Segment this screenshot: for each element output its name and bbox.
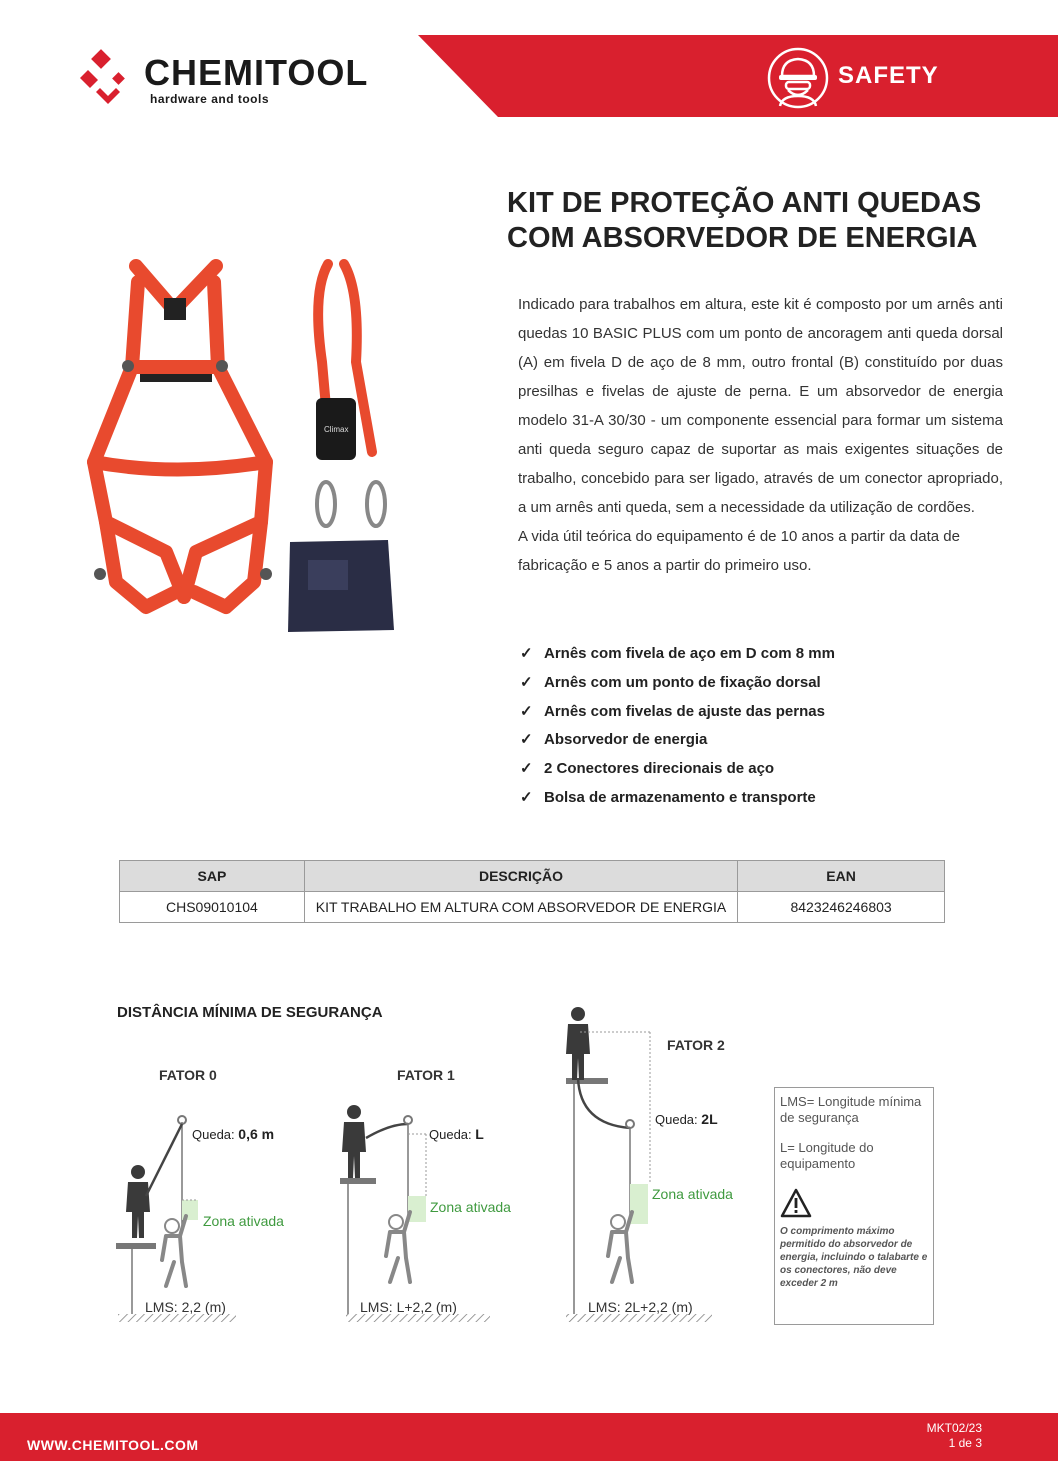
table-header-sap: SAP xyxy=(120,861,305,892)
feature-item: ✓ Bolsa de armazenamento e transporte xyxy=(520,784,835,813)
footer-website-link[interactable]: WWW.CHEMITOOL.COM xyxy=(27,1437,199,1453)
footer xyxy=(0,1413,1058,1461)
section-title-distance: DISTÂNCIA MÍNIMA DE SEGURANÇA xyxy=(117,1004,383,1021)
product-title xyxy=(507,186,1027,256)
product-title-line1: KIT DE PROTEÇÃO ANTI QUEDAS xyxy=(507,187,982,219)
legend-note: O comprimento máximo permitido do absorvedor de energia, incluindo o talabarte e os conectores, não deve exceder 2 m xyxy=(780,1226,928,1289)
legend-l: L= Longitude do equipamento xyxy=(780,1140,874,1171)
factor-0-zone: Zona ativada xyxy=(203,1213,284,1229)
brand-tagline: hardware and tools xyxy=(150,92,270,106)
feature-item: ✓ Absorvedor de energia xyxy=(520,726,835,755)
check-icon: ✓ xyxy=(520,731,533,749)
factor-2-label: FATOR 2 xyxy=(667,1037,725,1053)
brand-name: CHEMITOOL xyxy=(144,52,369,93)
factor-1-lms: LMS: L+2,2 (m) xyxy=(360,1299,457,1315)
factor-0-lms: LMS: 2,2 (m) xyxy=(145,1299,226,1315)
factor-2-lms: LMS: 2L+2,2 (m) xyxy=(588,1299,693,1315)
table-header-ean: EAN xyxy=(738,861,945,892)
table-cell-descricao: KIT TRABALHO EM ALTURA COM ABSORVEDOR DE ENERGIA xyxy=(304,892,737,923)
factor-1-zone: Zona ativada xyxy=(430,1199,511,1215)
legend-box xyxy=(774,1087,934,1325)
factor-0-label: FATOR 0 xyxy=(159,1067,217,1083)
product-image xyxy=(76,252,406,642)
chemitool-logo-icon xyxy=(76,48,136,108)
feature-item: ✓ 2 Conectores direcionais de aço xyxy=(520,755,835,784)
table-row xyxy=(120,892,945,923)
factor-1-label: FATOR 1 xyxy=(397,1067,455,1083)
table-cell-sap: CHS09010104 xyxy=(120,892,305,923)
product-table xyxy=(119,860,945,923)
check-icon: ✓ xyxy=(520,788,533,806)
svg-text:Climax: Climax xyxy=(324,425,349,434)
factor-2-queda: Queda: 2L xyxy=(655,1111,718,1127)
check-icon: ✓ xyxy=(520,702,533,720)
footer-doc-info xyxy=(927,1421,982,1451)
brand-logo xyxy=(76,48,396,118)
table-header-row xyxy=(120,861,945,892)
table-cell-ean: 8423246246803 xyxy=(738,892,945,923)
feature-item: ✓ Arnês com fivela de aço em D com 8 mm xyxy=(520,640,835,669)
worker-helmet-icon xyxy=(766,46,830,110)
product-title-line2: COM ABSORVEDOR DE ENERGIA xyxy=(507,222,978,254)
category-label: SAFETY xyxy=(838,62,939,89)
table-header-descricao: DESCRIÇÃO xyxy=(304,861,737,892)
footer-page-number: 1 de 3 xyxy=(948,1436,982,1450)
header-band xyxy=(418,35,1058,117)
factor-2-zone: Zona ativada xyxy=(652,1186,733,1202)
factor-0-queda: Queda: 0,6 m xyxy=(192,1126,275,1142)
product-description xyxy=(518,290,1003,580)
description-paragraph-lifetime: A vida útil teórica do equipamento é de 10 anos a partir da data de fabricação e 5 anos a partir do primeiro uso. xyxy=(518,528,960,574)
check-icon: ✓ xyxy=(520,760,533,778)
factor-1-queda: Queda: L xyxy=(429,1126,484,1142)
warning-icon xyxy=(780,1188,812,1218)
footer-doc-code: MKT02/23 xyxy=(926,1421,982,1435)
legend-lms: LMS= Longitude mínima de segurança xyxy=(780,1094,922,1125)
feature-item: ✓ Arnês com um ponto de fixação dorsal xyxy=(520,669,835,698)
description-paragraph: Indicado para trabalhos em altura, este kit é composto por um arnês anti quedas 10 BASIC PLUS com um ponto de ancoragem anti queda dorsal (A) em fivela D de aço de 8 mm, outro frontal (B) constituído por duas presilhas e fivelas de ajuste de perna. E um absorvedor de energia modelo 31-A 30/30 - um componente essencial para formar um sistema anti queda seguro capaz de suportar as mais exigentes situações de trabalho, concebido para ser ligado, através de um conector apropriado, a um arnês anti queda, sem a necessidade da utilização de cordões. xyxy=(518,296,1003,516)
check-icon: ✓ xyxy=(520,645,533,662)
check-icon: ✓ xyxy=(520,673,533,691)
feature-list xyxy=(520,640,835,813)
fall-distance-diagram xyxy=(110,1000,750,1340)
factor-2-diagram xyxy=(566,1007,712,1322)
feature-item: ✓ Arnês com fivelas de ajuste das pernas xyxy=(520,698,835,727)
